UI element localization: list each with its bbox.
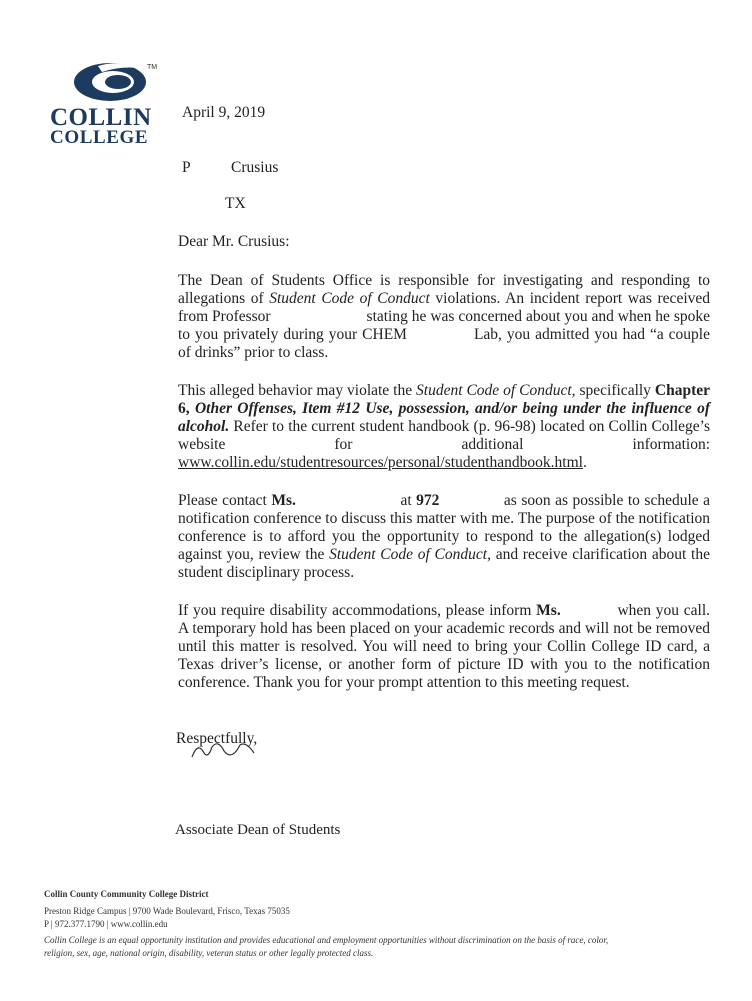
p2-code-of-conduct: Student Code of Conduct, bbox=[416, 382, 576, 399]
signer-title: Associate Dean of Students bbox=[175, 822, 341, 838]
footer-district: Collin County Community College District bbox=[44, 889, 209, 899]
p4-ms: Ms. bbox=[536, 602, 561, 619]
p2-text-c: Refer to the current student handbook (p. 96-98) located on Collin College’s website for additional information: bbox=[178, 418, 710, 453]
p2-end: . bbox=[582, 454, 587, 471]
p1-text-a: The Dean of Students Office is responsible for investigating and responding to allegations of bbox=[178, 272, 710, 307]
p4-text-b: when you call. A temporary hold has been placed on your academic records and will not be removed until this matter is resolved. You will need to bring your Collin College ID card, a Texas driver’s license, or another form of picture ID with you to the notification conference. Thank you for your prompt attention to this meeting request. bbox=[178, 602, 711, 691]
p3-text-b: as soon as possible to schedule a notification conference to discuss this matter with me. The purpose of the notification conference is to afford you the opportunity to respond to the allegation(s) lodged against you, review the bbox=[178, 492, 711, 563]
footer-contact: P | 972.377.1790 | www.collin.edu bbox=[44, 919, 168, 929]
p4-text-a: If you require disability accommodations, please inform bbox=[178, 602, 537, 619]
recipient-state: TX bbox=[225, 195, 246, 212]
p2-text-b: specifically bbox=[575, 382, 655, 399]
p3-at: at bbox=[400, 492, 417, 509]
p3-ms: Ms. bbox=[271, 492, 296, 509]
footer-campus-address: Preston Ridge Campus | 9700 Wade Boulevard, Frisco, Texas 75035 bbox=[44, 906, 290, 916]
p1-code-of-conduct: Student Code of Conduct bbox=[269, 290, 430, 307]
p1-text-b: violations. An incident report was received from Professor bbox=[178, 290, 711, 325]
collin-college-logo-icon bbox=[68, 58, 152, 106]
recipient-surname: Crusius bbox=[231, 159, 279, 176]
paragraph-accommodations bbox=[178, 602, 710, 692]
letter-date: April 9, 2019 bbox=[182, 104, 266, 121]
logo-wordmark-line1: COLLIN bbox=[50, 104, 152, 131]
p2-chapter: Chapter 6, bbox=[178, 382, 710, 417]
p3-text-c: and receive clarification about the student disciplinary process. bbox=[178, 546, 710, 581]
closing: Respectfully, bbox=[176, 730, 258, 747]
trademark-mark: TM bbox=[147, 64, 158, 71]
recipient-name-line bbox=[182, 159, 279, 177]
p1-text-c: stating he was concerned about you and when he spoke to you privately during your CHEM bbox=[178, 308, 710, 343]
recipient-initial: P bbox=[182, 159, 191, 176]
footer-eeo-line2: religion, sex, age, national origin, disability, veteran status or other legally protected class. bbox=[44, 948, 374, 958]
p1-text-d: Lab, you admitted you had “a couple of drinks” prior to class. bbox=[178, 326, 710, 361]
footer-eeo-line1: Collin College is an equal opportunity institution and provides educational and employment opportunities without discrimination on the basis of race, color, bbox=[44, 935, 609, 945]
p3-code-of-conduct: Student Code of Conduct, bbox=[329, 546, 491, 563]
student-handbook-link[interactable]: www.collin.edu/studentresources/personal/studenthandbook.html bbox=[178, 454, 583, 471]
paragraph-violation bbox=[178, 382, 710, 472]
logo-wordmark-line2: COLLEGE bbox=[50, 127, 149, 148]
p3-phone: 972 bbox=[416, 492, 440, 509]
salutation: Dear Mr. Crusius: bbox=[178, 233, 290, 250]
signature-icon bbox=[188, 737, 258, 761]
paragraph-incident bbox=[178, 272, 710, 362]
p3-text-a: Please contact bbox=[178, 492, 272, 509]
p2-text-a: This alleged behavior may violate the bbox=[178, 382, 417, 399]
p2-offense: Other Offenses, Item #12 Use, possession, and/or being under the influence of alcohol. bbox=[178, 400, 711, 435]
paragraph-contact bbox=[178, 492, 710, 582]
